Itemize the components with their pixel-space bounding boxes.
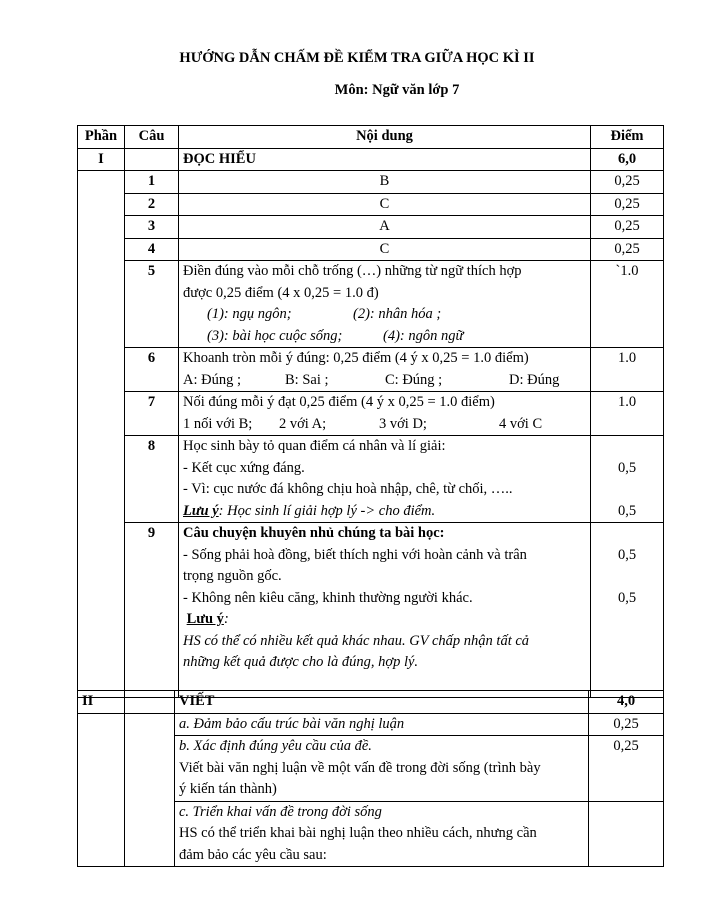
table-row (78, 713, 664, 736)
answer-line (183, 370, 586, 392)
grading-table-part2 (77, 690, 664, 867)
score: 0,25 (591, 216, 664, 239)
table-row (78, 392, 664, 436)
score: 0,25 (591, 171, 664, 194)
note-line (183, 609, 586, 631)
content-line: đảm bảo các yêu cầu sau: (179, 846, 327, 863)
table-row (78, 436, 664, 523)
answer: A (179, 216, 591, 239)
question-number: 5 (125, 261, 179, 348)
question-content (179, 261, 591, 348)
question-number: 4 (125, 238, 179, 261)
answer-line (183, 326, 586, 348)
score: 0,25 (589, 713, 664, 736)
criterion-a: a. Đảm bảo cấu trúc bài văn nghị luận (175, 713, 589, 736)
answer-b: B: Sai ; (285, 371, 329, 388)
content-line: - Vì: cục nước đá không chịu hoà nhập, chê, từ chối, ….. (183, 481, 513, 497)
content-line: HS có thể triển khai bài nghị luận theo nhiều cách, nhưng cần (179, 825, 537, 841)
content-line: những kết quả được cho là đúng, hợp lý. (183, 654, 419, 670)
question-content (179, 523, 591, 698)
score: 0,25 (591, 238, 664, 261)
answer-c: C: Đúng ; (385, 371, 443, 388)
section-row-part2 (78, 691, 664, 714)
table-row (78, 193, 664, 216)
criterion-b (175, 736, 589, 802)
document-subject: Môn: Ngữ văn lớp 7 (334, 82, 460, 98)
content-line: Câu chuyện khuyên nhủ chúng ta bài học: (183, 525, 445, 541)
content-line: Học sinh bày tỏ quan điểm cá nhân và lí giải: (183, 438, 446, 454)
table-row (78, 523, 664, 698)
table-header-row (78, 126, 664, 149)
note-line (183, 501, 586, 523)
section-score: 6,0 (591, 148, 664, 171)
score: 0,25 (589, 736, 664, 802)
score: 1.0 (591, 392, 664, 436)
content-line: c. Triển khai vấn đề trong đời sống (179, 803, 382, 820)
table-row (78, 348, 664, 392)
answer-line (183, 414, 586, 436)
table-row (78, 216, 664, 239)
table-row (78, 171, 664, 194)
header-score: Điểm (591, 126, 664, 149)
answer-4: (4): ngôn ngữ (383, 327, 464, 344)
score-cell (591, 436, 664, 523)
score-cell (591, 523, 664, 698)
content-line: được 0,25 điểm (4 x 0,25 = 1.0 đ) (183, 284, 379, 301)
score: 0,25 (591, 193, 664, 216)
note-label: Lưu ý (183, 502, 219, 519)
answer-3: (3): bài học cuộc sống; (207, 327, 343, 344)
header-question: Câu (125, 126, 179, 149)
answer: C (179, 238, 591, 261)
score: `1.0 (591, 261, 664, 348)
table-row (78, 238, 664, 261)
answer-1: (1): ngụ ngôn; (207, 306, 292, 322)
note-colon: : (223, 611, 229, 627)
header-content: Nội dung (179, 126, 591, 149)
question-content (179, 392, 591, 436)
answer: C (179, 193, 591, 216)
question-number: 1 (125, 171, 179, 194)
content-line: Điền đúng vào mỗi chỗ trống (…) những từ ngữ thích hợp (183, 263, 522, 279)
content-line: HS có thể có nhiều kết quả khác nhau. GV chấp nhận tất cả (183, 632, 530, 649)
question-number: 8 (125, 436, 179, 523)
match-2: 2 với A; (279, 415, 327, 432)
content-line: trọng nguồn gốc. (183, 568, 282, 584)
section-row-part1 (78, 148, 664, 171)
match-3: 3 với D; (379, 415, 427, 432)
score: 0,5 (617, 589, 637, 606)
section-title: ĐỌC HIỂU (179, 148, 591, 171)
content-line: Viết bài văn nghị luận về một vấn đề trong đời sống (trình bày (179, 759, 541, 776)
score: 0,5 (617, 546, 637, 563)
answer-2: (2): nhân hóa ; (353, 306, 442, 322)
match-1: 1 nối với B; (183, 415, 253, 432)
question-content (179, 348, 591, 392)
answer-d: D: Đúng (509, 371, 560, 388)
score: 0,5 (617, 459, 637, 476)
score: 0,5 (617, 502, 637, 519)
part-id: I (78, 148, 125, 171)
criterion-c (175, 801, 589, 867)
table-row (78, 261, 664, 348)
answer-a: A: Đúng ; (183, 371, 241, 388)
content-line: Nối đúng mỗi ý đạt 0,25 điểm (4 ý x 0,25 = 1.0 điểm) (183, 394, 495, 410)
answer-line (183, 304, 586, 326)
content-line: - Không nên kiêu căng, khinh thường người khác. (183, 589, 473, 606)
content-line: b. Xác định đúng yêu cầu của đề. (179, 738, 372, 754)
note-text: : Học sinh lí giải hợp lý -> cho điểm. (218, 502, 436, 519)
section-score: 4,0 (589, 691, 664, 714)
grading-table-part1 (77, 125, 664, 698)
question-number: 7 (125, 392, 179, 436)
answer: B (179, 171, 591, 194)
header-part: Phần (78, 126, 125, 149)
section-title: VIẾT (175, 691, 589, 714)
question-content (179, 436, 591, 523)
note-label: Lưu ý (186, 611, 224, 627)
content-line: - Sống phải hoà đồng, biết thích nghi với hoàn cảnh và trân (183, 546, 527, 563)
score: 1.0 (591, 348, 664, 392)
question-number: 3 (125, 216, 179, 239)
question-number: 2 (125, 193, 179, 216)
match-4: 4 với C (499, 415, 543, 432)
document-title: HƯỚNG DẪN CHẤM ĐỀ KIỂM TRA GIỮA HỌC KÌ II (179, 50, 535, 66)
question-number: 9 (125, 523, 179, 698)
question-number: 6 (125, 348, 179, 392)
content-line: Khoanh tròn mỗi ý đúng: 0,25 điểm (4 ý x 0,25 = 1.0 điểm) (183, 350, 529, 366)
content-line: - Kết cục xứng đáng. (183, 459, 305, 476)
part-id: II (78, 691, 125, 714)
content-line: ý kiến tán thành) (179, 781, 277, 797)
